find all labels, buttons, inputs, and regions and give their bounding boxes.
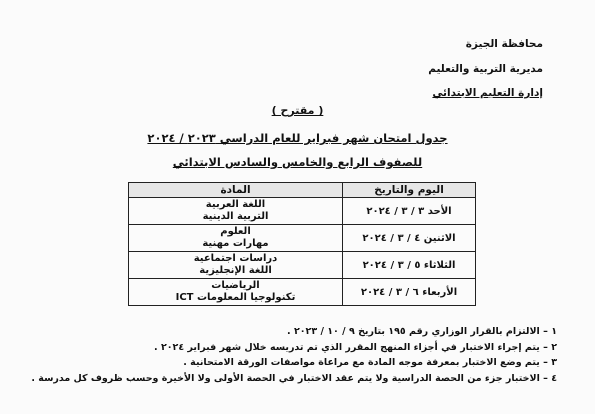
table-row xyxy=(129,225,476,252)
subject-cell xyxy=(129,252,343,279)
proposal-label: ( مقترح ) xyxy=(271,104,324,117)
note-item: ٤ – الاختبار جزء من الحصة الدراسية ولا يتم عقد الاختبار في الحصة الأولى ولا الأخيرة وحسب ظروف كل مدرسة . xyxy=(31,372,557,384)
table-row xyxy=(129,198,476,225)
governorate-name: محافظة الجيزة xyxy=(465,38,543,50)
exam-schedule-table xyxy=(128,182,476,306)
schedule-subtitle: للصفوف الرابع والخامس والسادس الابتدائي xyxy=(172,155,423,169)
table-row xyxy=(129,252,476,279)
note-item: ٣ – يتم وضع الاختبار بمعرفة موجه المادة مع مراعاة مواصفات الورقة الامتحانية . xyxy=(183,357,557,368)
subject-name: الرياضيات xyxy=(211,280,260,291)
subject-name: دراسات اجتماعية xyxy=(193,253,278,264)
subject-name: التربية الدينية xyxy=(202,211,269,222)
day-cell: الأحد ٣ / ٣ / ٢٠٢٤ xyxy=(343,198,476,225)
directorate-name: مديرية التربية والتعليم xyxy=(428,63,543,75)
day-column-header: اليوم والتاريخ xyxy=(343,183,476,198)
day-cell: الثلاثاء ٥ / ٣ / ٢٠٢٤ xyxy=(343,252,476,279)
subject-column-header: المادة xyxy=(129,183,343,198)
subject-name: اللغة العربية xyxy=(205,199,266,210)
notes-list xyxy=(27,324,557,386)
administration-name: إدارة التعليم الابتدائي xyxy=(432,87,543,99)
subject-name: العلوم xyxy=(220,226,251,237)
subject-name: اللغة الإنجليزية xyxy=(199,265,272,276)
note-item: ٢ – يتم إجراء الاختبار في أجزاء المنهج المقرر الذي تم تدريسه خلال شهر فبراير ٢٠٢٤ . xyxy=(154,341,557,353)
schedule-title: جدول امتحان شهر فبراير للعام الدراسي ٢٠٢٣ / ٢٠٢٤ xyxy=(147,131,448,145)
subject-cell xyxy=(129,225,343,252)
day-cell: الأربعاء ٦ / ٣ / ٢٠٢٤ xyxy=(343,279,476,306)
subject-name: تكنولوجيا المعلومات ICT xyxy=(175,292,296,303)
table-header-row xyxy=(129,183,476,198)
subject-cell xyxy=(129,279,343,306)
table-row xyxy=(129,279,476,306)
subject-name: مهارات مهنية xyxy=(202,238,269,249)
day-cell: الاثنين ٤ / ٣ / ٢٠٢٤ xyxy=(343,225,476,252)
subject-cell xyxy=(129,198,343,225)
note-item: ١ – الالتزام بالقرار الوزاري رقم ١٩٥ بتاريخ ٩ / ١٠ / ٢٠٢٣ . xyxy=(287,326,557,337)
